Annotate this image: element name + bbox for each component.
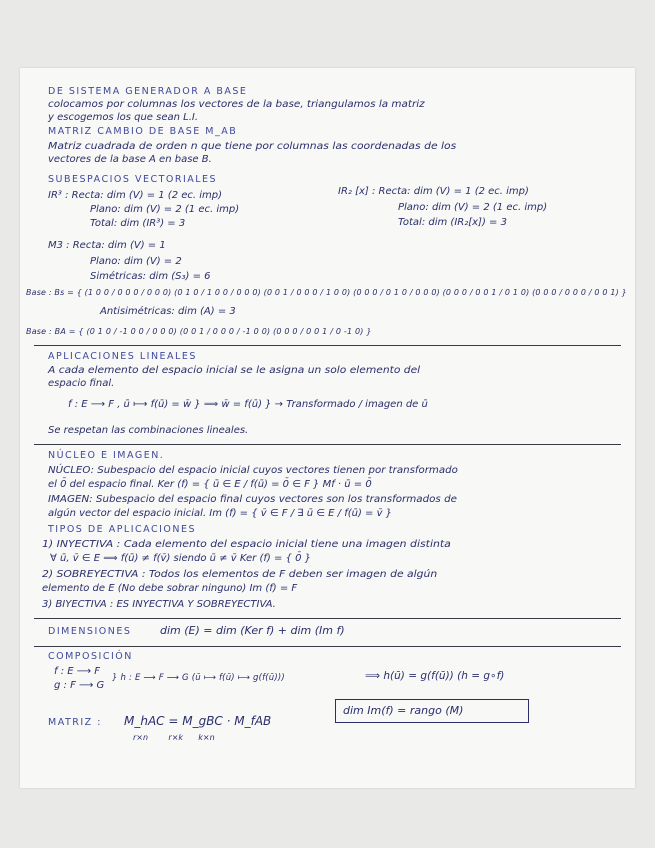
nucleo-line-2: el 0̄ del espacio final. Ker (f) = { ū ∈ E / f(ū) = 0̄ ∈ F } Mf · ū = 0̄ [48, 479, 372, 490]
matriz-label: MATRIZ : [48, 717, 102, 728]
aplicaciones-line-3: Se respetan las combinaciones lineales. [48, 425, 249, 436]
aplicaciones-line-2: espacio final. [48, 378, 115, 389]
composicion-f: f : E ⟶ F [54, 666, 101, 677]
r3-plano: Plano: dim (V) = 2 (1 ec. imp) [90, 204, 240, 215]
divider-4 [34, 646, 621, 647]
subespacios-title: SUBESPACIOS VECTORIALES [48, 174, 218, 185]
aplicaciones-title: APLICACIONES LINEALES [48, 351, 197, 362]
r3-total: Total: dim (IR³) = 3 [90, 218, 186, 229]
notes-page [20, 68, 635, 788]
generador-line-1: colocamos por columnas los vectores de la base, triangulamos la matriz [48, 99, 425, 110]
imagen-line-1: IMAGEN: Subespacio del espacio final cuyos vectores son los transformados de [48, 494, 457, 505]
generador-line-2: y escogemos los que sean L.I. [48, 112, 199, 123]
r2x-total: Total: dim (IR₂[x]) = 3 [398, 217, 507, 228]
r2x-plano: Plano: dim (V) = 2 (1 ec. imp) [398, 202, 548, 213]
sobreyectiva-line-2: elemento de E (No debe sobrar ninguno) Im (f) = F [42, 583, 298, 594]
matriz-cambio-line-2: vectores de la base A en base B. [48, 154, 212, 165]
divider-2 [34, 444, 621, 445]
matriz-formula: M_hAC = M_gBC · M_fAB [124, 714, 272, 728]
m3-plano: Plano: dim (V) = 2 [90, 256, 182, 267]
matriz-cambio-title: MATRIZ CAMBIO DE BASE M_AB [48, 126, 238, 137]
composicion-h-map: } h : E ⟶ F ⟶ G (ū ⟼ f(ū) ⟼ g(f(ū))) [112, 673, 285, 683]
biyectiva: 3) BIYECTIVA : ES INYECTIVA Y SOBREYECTIVA. [42, 599, 276, 610]
matriz-dims: r×n r×k k×n [133, 733, 215, 742]
rango-formula: dim Im(f) = rango (M) [343, 704, 464, 717]
inyectiva-line-2: ∀ ū, v̄ ∈ E ⟹ f(ū) ≠ f(v̄) siendo ū ≠ v̄ Ker (f) = { 0̄ } [50, 553, 311, 564]
dimensiones-formula: dim (E) = dim (Ker f) + dim (Im f) [160, 624, 345, 637]
tipos-title: TIPOS DE APLICACIONES [48, 524, 197, 535]
aplicaciones-line-1: A cada elemento del espacio inicial se le asigna un solo elemento del [48, 365, 421, 376]
base-antisimetricas: Base : BA = { (0 1 0 / -1 0 0 / 0 0 0) (0 0 1 / 0 0 0 / -1 0 0) (0 0 0 / 0 0 1 / 0 -1 0) } [26, 327, 372, 336]
composicion-title: COMPOSICIÓN [48, 651, 133, 662]
nucleo-line-1: NÚCLEO: Subespacio del espacio inicial cuyos vectores tienen por transformado [48, 465, 458, 476]
r3-recta: IR³ : Recta: dim (V) = 1 (2 ec. imp) [48, 190, 223, 201]
sobreyectiva-line-1: 2) SOBREYECTIVA : Todos los elementos de F deben ser imagen de algún [42, 569, 438, 580]
nucleo-title: NÚCLEO E IMAGEN. [48, 450, 165, 461]
divider-1 [34, 345, 621, 346]
base-simetricas: Base : Bs = { (1 0 0 / 0 0 0 / 0 0 0) (0 1 0 / 1 0 0 / 0 0 0) (0 0 1 / 0 0 0 / 1 0 0) (0 0 0 / 0 1 0 / 0 0 0) (0 0 0 / 0 0 1 / 0 1 0) (0 0 0 / 0 0 0 / 0 0 1) } [26, 288, 627, 297]
aplicaciones-formula: f : E ⟶ F , ū ⟼ f(ū) = w̄ } ⟹ w̄ = f(ū) } → Transformado / imagen de ū [68, 399, 428, 410]
r2x-recta: IR₂ [x] : Recta: dim (V) = 1 (2 ec. imp) [338, 186, 529, 197]
inyectiva-line-1: 1) INYECTIVA : Cada elemento del espacio inicial tiene una imagen distinta [42, 539, 451, 550]
dimensiones-title: DIMENSIONES [48, 626, 132, 637]
composicion-g: g : F ⟶ G [54, 680, 105, 691]
m3-simetricas: Simétricas: dim (S₃) = 6 [90, 271, 211, 282]
antisimetricas: Antisimétricas: dim (A) = 3 [100, 306, 236, 317]
matriz-cambio-line-1: Matriz cuadrada de orden n que tiene por columnas las coordenadas de los [48, 141, 457, 152]
imagen-line-2: algún vector del espacio inicial. Im (f) = { v̄ ∈ F / ∃ ū ∈ E / f(ū) = v̄ } [48, 508, 393, 519]
m3-recta: M3 : Recta: dim (V) = 1 [48, 240, 166, 251]
divider-3 [34, 618, 621, 619]
composicion-h-result: ⟹ h(ū) = g(f(ū)) (h = g∘f) [365, 670, 505, 682]
generador-title: DE SISTEMA GENERADOR A BASE [48, 86, 248, 97]
